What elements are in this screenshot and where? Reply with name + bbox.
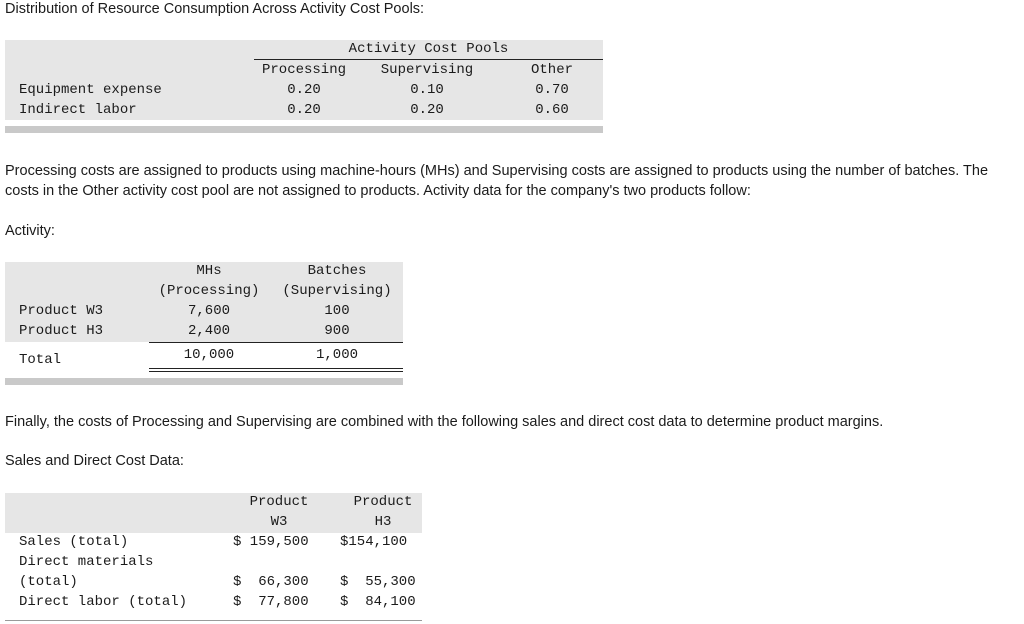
row-label: Product W3	[19, 303, 104, 319]
table-bottom-rule	[5, 620, 422, 621]
column-header: (Supervising)	[282, 283, 392, 299]
row-label: Equipment expense	[19, 82, 162, 98]
double-underline-top	[149, 368, 403, 369]
table-cell: $154,100	[340, 534, 408, 550]
total-cell: 10,000	[183, 347, 235, 363]
table-cell: $ 159,500	[233, 534, 309, 550]
table-cell: $ 55,300	[340, 574, 416, 590]
total-label: Total	[19, 352, 62, 368]
table-cell: 0.10	[410, 82, 444, 98]
row-label: Direct materials	[19, 554, 154, 570]
table-cell: 0.20	[287, 102, 321, 118]
section-heading: Activity:	[5, 223, 55, 239]
description-paragraph: Finally, the costs of Processing and Supervising are combined with the following sales and direct cost data to determine product margins.	[5, 414, 884, 430]
table-cell: 0.20	[410, 102, 444, 118]
table-cell: 900	[324, 323, 350, 339]
row-label: Product H3	[19, 323, 104, 339]
column-header: Product	[249, 494, 309, 510]
description-paragraph: Processing costs are assigned to products using machine-hours (MHs) and Supervising costs are assigned to products using the number of batches. The costs in the Other activity cost pool are not assigned to products. Activity data for the company's two products follow:	[5, 163, 989, 199]
table-cell: 0.20	[287, 82, 321, 98]
column-header: MHs	[196, 263, 222, 279]
column-header: W3	[270, 514, 288, 530]
row-label: Direct labor (total)	[19, 594, 188, 610]
table-cell: 0.60	[535, 102, 569, 118]
column-header: H3	[374, 514, 392, 530]
group-header-rule	[254, 59, 603, 60]
table-cell: 2,400	[187, 323, 230, 339]
row-label: Indirect labor	[19, 102, 137, 118]
table-footer-bar	[5, 378, 403, 385]
section-heading: Sales and Direct Cost Data:	[5, 453, 184, 469]
column-header: Other	[530, 62, 573, 78]
total-cell: 1,000	[315, 347, 358, 363]
group-header: Activity Cost Pools	[348, 41, 509, 57]
column-header: Processing	[261, 62, 346, 78]
row-label: Sales (total)	[19, 534, 129, 550]
row-label: (total)	[19, 574, 78, 590]
table-cell: 100	[324, 303, 350, 319]
table-cell: 0.70	[535, 82, 569, 98]
table-cell: 7,600	[187, 303, 230, 319]
column-header: (Processing)	[158, 283, 260, 299]
column-header: Product	[353, 494, 413, 510]
double-underline-bottom	[149, 371, 403, 372]
table-cell: $ 66,300	[233, 574, 309, 590]
column-header: Batches	[307, 263, 367, 279]
section-heading: Distribution of Resource Consumption Across Activity Cost Pools:	[5, 1, 425, 17]
table-cell: $ 84,100	[340, 594, 416, 610]
table-cell: $ 77,800	[233, 594, 309, 610]
table-footer-bar	[5, 126, 603, 133]
total-rule	[149, 342, 403, 343]
column-header: Supervising	[380, 62, 474, 78]
